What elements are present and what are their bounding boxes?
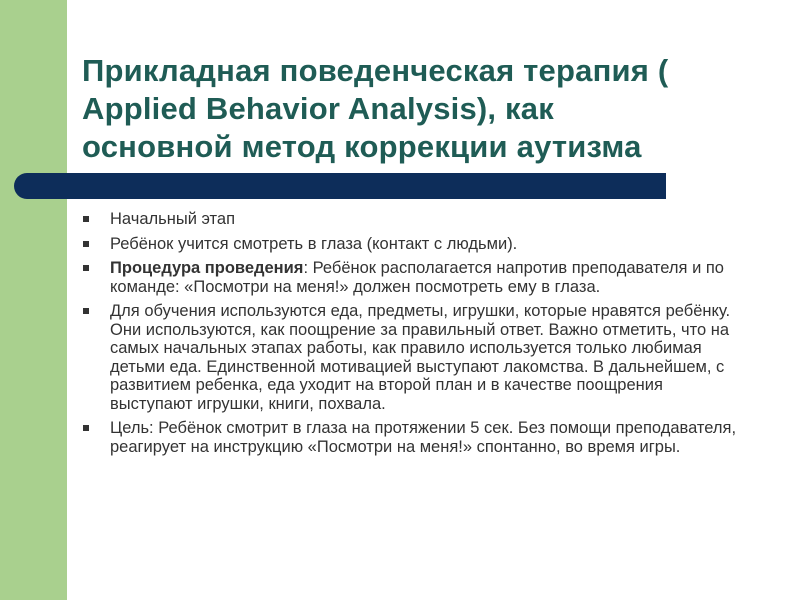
bullet-item-goal xyxy=(82,419,742,456)
bullet-dot-icon xyxy=(83,216,89,222)
title-underline-bar xyxy=(14,173,666,199)
bullet-dot-icon xyxy=(83,265,89,271)
bullet-dot-icon xyxy=(83,425,89,431)
slide-title-line-2: Applied Behavior Analysis), как xyxy=(82,91,554,126)
bullet-item-procedure xyxy=(82,259,742,296)
bullet-dot-icon xyxy=(83,308,89,314)
bullet-text: Цель: Ребёнок смотрит в глаза на протяжении 5 сек. Без помощи преподавателя, реагирует на инструкцию «Посмотри на меня!» спонтанно, во время игры. xyxy=(110,419,737,456)
bullet-item-initial-stage xyxy=(82,210,742,229)
slide-title-line-1: Прикладная поведенческая терапия ( xyxy=(82,53,669,88)
slide-title-line-3: основной метод коррекции аутизма xyxy=(82,129,642,164)
slide-title xyxy=(82,52,782,166)
bullet-item-eye-contact xyxy=(82,235,742,254)
bullet-dot-icon xyxy=(83,241,89,247)
bullet-text: Для обучения используются еда, предметы, игрушки, которые нравятся ребёнку. Они используются, как поощрение за правильный ответ. Важно отметить, что на самых начальных этапах работы, как правило используется только любимая детьми еда. Единственной мотивацией выступают лакомства. В дальнейшем, с развитием ребенка, еда уходит на второй план и в качестве поощрения выступают игрушки, книги, похвала. xyxy=(110,302,731,413)
bullet-text: Начальный этап xyxy=(110,210,236,228)
bullet-item-rewards xyxy=(82,302,742,413)
bullet-text: Ребёнок учится смотреть в глаза (контакт с людьми). xyxy=(110,234,518,253)
bullet-list xyxy=(82,210,742,462)
bullet-text: : Ребёнок располагается напротив преподавателя и по команде: «Посмотри на меня!» должен посмотреть ему в глаза. xyxy=(110,259,724,296)
bullet-bold-label: Процедура проведения xyxy=(110,259,304,277)
